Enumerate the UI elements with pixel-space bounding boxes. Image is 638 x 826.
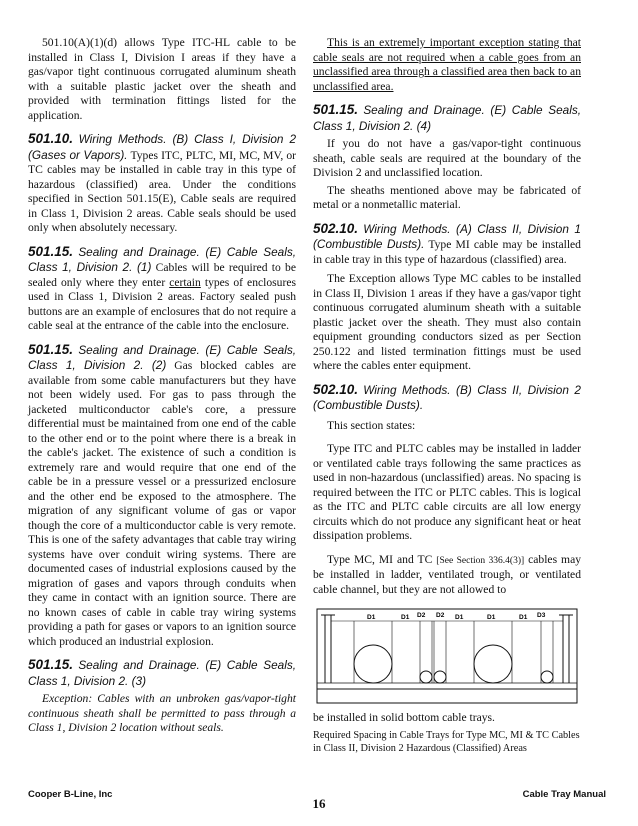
left-column xyxy=(28,36,296,745)
dim-label: D2 xyxy=(417,612,426,619)
right-rail xyxy=(563,615,569,683)
section-heading: Wiring Methods. (A) Class II, Division 1 (Combustible Dusts). xyxy=(313,221,581,251)
figure-caption: Required Spacing in Cable Trays for Type MC, MI & TC Cables in Class II, Division 2 Hazardous (Classified) Areas xyxy=(313,729,580,754)
section-heading: Sealing and Drainage. (E) Cable Seals, Class 1, Division 2. (2) xyxy=(28,342,296,372)
paragraph-502-10-a xyxy=(313,222,581,268)
section-number: 501.15. xyxy=(28,243,74,259)
dim-label: D1 xyxy=(519,614,528,621)
section-number: 502.10. xyxy=(313,220,359,236)
section-body: Types ITC, PLTC, MI, MC, MV, or TC cables may be installed in cable tray in this type of hazardous (classified) area. Under the conditions specified in Section 501.15(E), Cable seals are required in Class 1, Division 2 areas. Cable seals should be used only when absolutely necessary. xyxy=(28,148,296,234)
spacing-guides xyxy=(354,621,553,683)
small-cable xyxy=(434,671,446,683)
section-number: 501.15. xyxy=(28,341,74,357)
paragraph-solid-bottom: be installed in solid bottom cable trays. xyxy=(313,711,495,724)
paragraph-sheath-material: The sheaths mentioned above may be fabricated of metal or a nonmetallic material. xyxy=(313,183,581,211)
right-column xyxy=(313,36,581,764)
section-number: 501.10. xyxy=(28,131,74,146)
page-number: 16 xyxy=(312,796,326,811)
cable-tray-drawing xyxy=(315,603,579,707)
section-reference: [See Section 336.4(3)] xyxy=(436,555,525,566)
paragraph-itc-pltc: Type ITC and PLTC cables may be installed in ladder or ventilated cable trays following the same practices as used in non-hazardous (unclassified) areas. No spacing is required between the ITC or PLTC cables. This is logical as the ITC and PLTC cable circuits are all low energy circuits which do not produce any significant heat or heat dissipation problems. xyxy=(313,442,581,542)
section-heading: Sealing and Drainage. (E) Cable Seals, Class 1, Division 2. (3) xyxy=(28,658,296,688)
section-number: 501.15. xyxy=(313,102,359,117)
underlined-word: certain xyxy=(169,275,201,289)
paragraph-502-10-b xyxy=(313,383,581,414)
section-heading: Sealing and Drainage. (E) Cable Seals, Class 1, Division 2. (4) xyxy=(313,103,581,133)
small-cable xyxy=(541,671,553,683)
section-number: 501.15. xyxy=(28,657,74,672)
section-heading: Wiring Methods. (B) Class II, Division 2 (Combustible Dusts). xyxy=(313,382,581,412)
section-heading: Sealing and Drainage. (E) Cable Seals, Class 1, Division 2. (1) xyxy=(28,244,296,274)
paragraph-501-15-e-3 xyxy=(28,658,296,689)
dim-label: D1 xyxy=(367,614,376,621)
dim-label: D1 xyxy=(487,614,496,621)
dim-label: D1 xyxy=(455,614,464,621)
left-rail xyxy=(325,615,331,683)
paragraph-mc-mi-tc: Type MC, MI and TC [See Section 336.4(3)] cables may be installed in ladder, ventilated trough, or ventilated cable channel, but they are not allowed to xyxy=(313,552,582,596)
large-cable xyxy=(474,645,512,683)
section-heading: Wiring Methods. (B) Class I, Division 2 (Gases or Vapors). xyxy=(28,132,297,162)
cable-spacing-diagram xyxy=(315,603,579,707)
section-number: 502.10. xyxy=(313,381,359,397)
paragraph-501-10-b xyxy=(28,132,296,236)
exception-note: This is an extremely important exception stating that cable seals are not required when a cable goes from an unclassified area through a classified area then back to an unclassified area. xyxy=(313,36,581,93)
footer-title: Cable Tray Manual xyxy=(522,789,606,800)
small-cable xyxy=(420,671,432,683)
paragraph-itc-hl: 501.10(A)(1)(d) allows Type ITC-HL cable to be installed in Class I, Division I areas if they have a gas/vapor tight continuous corrugated aluminum sheath with a suitable plastic jacket over the sheath and provided with termination fittings listed for the application. xyxy=(28,36,296,122)
section-body: Gas blocked cables are available from some cable manufacturers but they have not been widely used. For gas to pass through the jacketed multiconductor cable's core, a pressure differential must be maintained from one end of the cable to the other end or to the point where there is a break in the cable's jacket. The existence of such a condition is extremely rare and would require that one end of the cable be in a pressure vessel or a pressurized enclosure and the other end be exposed to the atmosphere. The migration of any significant volume of gas or vapor though the core of a multiconductor cable is very remote. This is one of the safety advantages that cable tray wiring systems have over conduit wiring systems. There are documented cases of industrial explosions caused by the migration of gases and vapors through conduits when they came in contact with an ignition source. There are no known cases of cable in cable tray wiring systems providing a path for gases or vapors to an ignition source which produced an industrial explosion. xyxy=(28,359,296,648)
dim-label: D3 xyxy=(537,612,546,619)
exception-text: Exception: Cables with an unbroken gas/vapor-tight continuous sheath shall be permitted to pass through a Class 1, Division 2 location without seals. xyxy=(28,692,296,734)
dim-label: D1 xyxy=(401,614,410,621)
dim-label: D2 xyxy=(436,612,445,619)
large-cable xyxy=(354,645,392,683)
footer-company: Cooper B-Line, Inc xyxy=(28,789,113,800)
paragraph-501-15-e-2 xyxy=(28,343,296,650)
paragraph-section-states: This section states: xyxy=(327,418,416,432)
paragraph-501-15-e-1 xyxy=(28,245,296,334)
paragraph-501-15-e-4 xyxy=(313,103,581,134)
section-body: types of enclosures used in Class 1, Division 2 areas. Factory sealed push buttons are an example of enclosures that do not require a cable seal at the entrance of the cable into the enclosure. xyxy=(28,275,296,332)
section-body: Type MI cable may be installed in cable tray in this type of hazardous (classified) area. xyxy=(313,238,581,266)
section-body: Cables will be required to be sealed only where they enter xyxy=(28,261,296,289)
paragraph-mc-exception: The Exception allows Type MC cables to be installed in Class II, Division 1 areas if they have a gas/vapor tight continuous corrugated aluminum sheath with a suitable plastic jacket over the sheath. They must also contain equipment grounding conductors sized as per Section 250.122 and listed termination fittings must be used where the cables enter equipment. xyxy=(313,272,581,372)
paragraph-sheath: If you do not have a gas/vapor-tight continuous sheath, cable seals are required at the boundary of the Division 2 and unclassified location. xyxy=(313,137,581,179)
